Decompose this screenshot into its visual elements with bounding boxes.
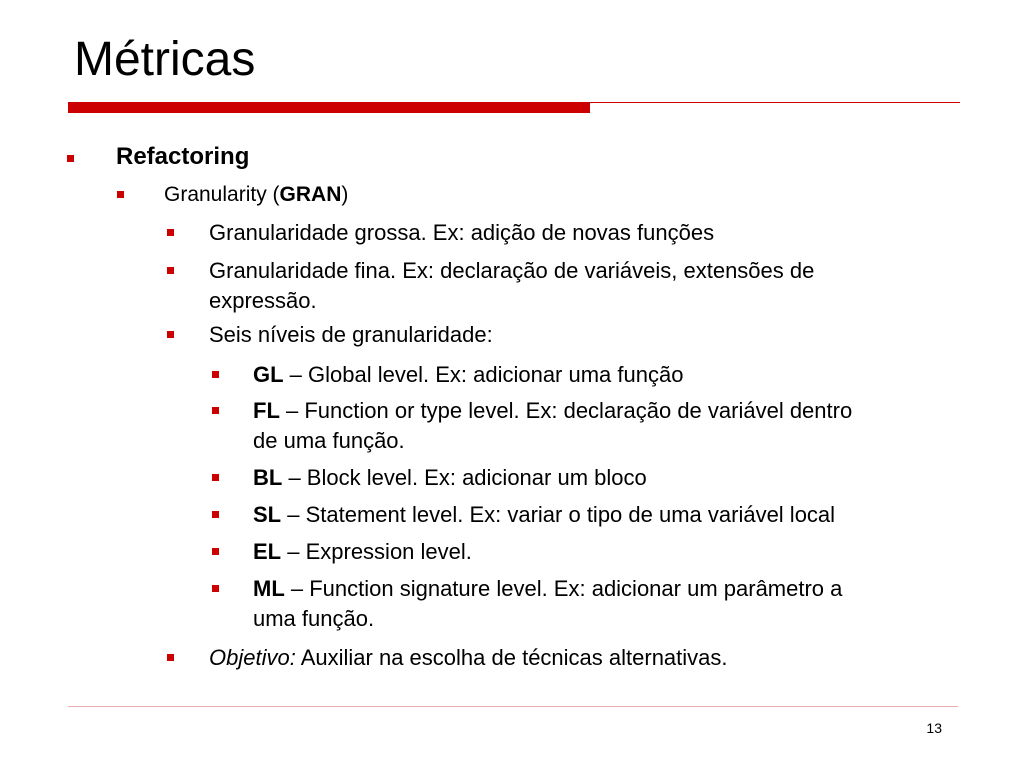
level-text: – Function or type level. Ex: declaração de variável dentro (279, 398, 853, 423)
level-code: ML (253, 576, 285, 601)
level-text: – Expression level. (281, 539, 472, 564)
granularity-abbrev: GRAN (279, 183, 342, 206)
level-item-gl (253, 360, 683, 390)
bullet-marker (212, 548, 219, 555)
list-item: Granularidade fina. Ex: declaração de variáveis, extensões de (209, 258, 815, 283)
heading-refactoring: Refactoring (116, 143, 250, 170)
level-text: – Global level. Ex: adicionar uma função (283, 362, 684, 387)
bullet-marker (212, 407, 219, 414)
bullet-marker (167, 229, 174, 236)
list-item-continuation: expressão. (209, 288, 317, 313)
level-code: GL (253, 362, 284, 387)
title-underline-thin (590, 102, 960, 103)
bullet-marker (167, 331, 174, 338)
level-code: SL (253, 502, 282, 527)
level-code: EL (253, 539, 282, 564)
slide-title: Métricas (74, 33, 256, 86)
bullet-marker (212, 511, 219, 518)
level-item-continuation: uma função. (253, 606, 375, 631)
level-text: – Statement level. Ex: variar o tipo de uma variável local (281, 502, 836, 527)
page-number: 13 (926, 720, 942, 736)
bullet-marker (67, 155, 74, 162)
objective-label: Objetivo: (209, 645, 296, 670)
level-item-el (253, 537, 472, 567)
bullet-marker (212, 371, 219, 378)
list-item: Seis níveis de granularidade: (209, 322, 493, 347)
level-item-sl (253, 500, 835, 530)
level-item-ml (253, 574, 842, 604)
granularity-prefix: Granularity ( (164, 183, 280, 206)
title-underline-thick (68, 102, 590, 113)
level-code: BL (253, 465, 283, 490)
level-code: FL (253, 398, 280, 423)
level-text: – Function signature level. Ex: adicionar um parâmetro a (284, 576, 843, 601)
level-item-fl (253, 396, 852, 426)
objective-item (209, 643, 728, 673)
level-item-continuation: de uma função. (253, 428, 405, 453)
bullet-marker (167, 654, 174, 661)
level-text: – Block level. Ex: adicionar um bloco (282, 465, 647, 490)
bullet-marker (167, 267, 174, 274)
granularity-item (164, 180, 348, 210)
bullet-marker (212, 474, 219, 481)
bullet-marker (212, 585, 219, 592)
level-item-bl (253, 463, 647, 493)
objective-text: Auxiliar na escolha de técnicas alternativas. (295, 645, 728, 670)
list-item: Granularidade grossa. Ex: adição de novas funções (209, 220, 715, 245)
granularity-suffix: ) (341, 183, 349, 206)
footer-divider (68, 706, 958, 707)
bullet-marker (117, 191, 124, 198)
